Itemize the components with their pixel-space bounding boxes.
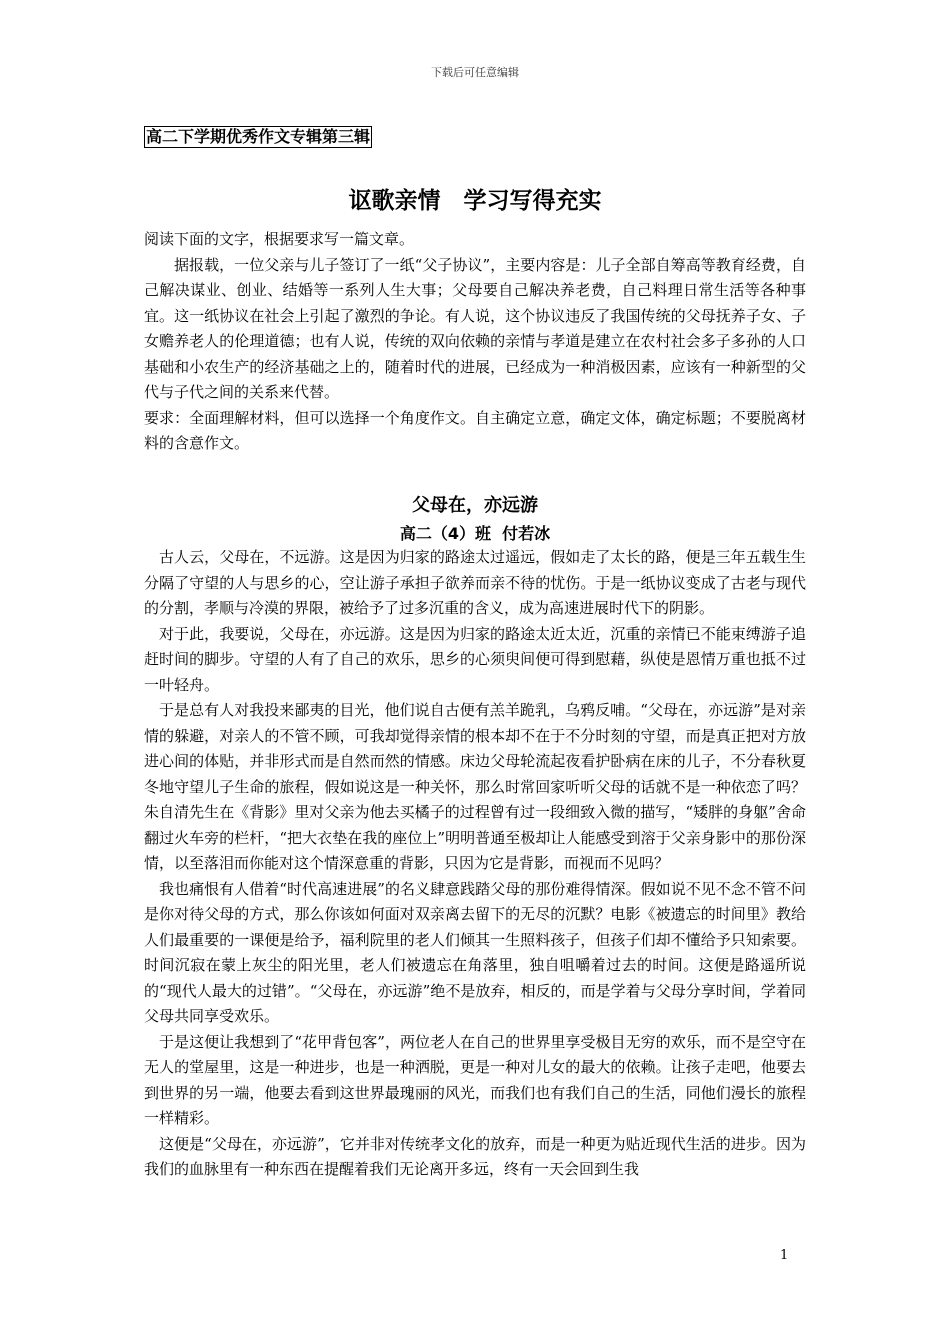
prompt-material: 据报载，一位父亲与儿子签订了一纸“父子协议”，主要内容是：儿子全部自筹高等教育经费，自己解决谋业、创业、结婚等一系列人生大事；父母要自己解决养老费，自己料理日常生活等各种事宜。这一纸协议在社会上引起了激烈的争论。有人说，这个协议违反了我国传统的父母抚养子女、子女赡养老人的伦理道德；也有人说，传统的双向依赖的亲情与孝道是建立在农村社会多子多孙的人口基础和小农生产的经济基础之上的，随着时代的进展，已经成为一种消极因素，应该有一种新型的父代与子代之间的关系来代替。 (144, 255, 806, 401)
essay-paragraph: 对于此，我要说，父母在，亦远游。这是因为归家的路途太近太近，沉重的亲情已不能束缚游子追赶时间的脚步。守望的人有了自己的欢乐，思乡的心须臾间便可得到慰藉，纵使是恩情万重也抵不过一叶轻舟。 (144, 624, 806, 694)
essay-paragraph: 我也痛恨有人借着“时代高速进展”的名义肆意践踏父母的那份难得情深。假如说不见不念不管不问是你对待父母的方式，那么你该如何面对双亲离去留下的无尽的沉默？电影《被遗忘的时间里》教给人们最重要的一课便是给予，福利院里的老人们倾其一生照料孩子，但孩子们却不懂给予只知索要。时间沉寂在蒙上灰尘的阳光里，老人们被遗忘在角落里，独自咀嚼着过去的时间。这便是路遥所说的“现代人最大的过错”。“父母在，亦远游”绝不是放弃，相反的，而是学着与父母分享时间，学着同父母共同享受欢乐。 (144, 879, 806, 1025)
page-header-note: 下载后可任意编辑 (431, 66, 519, 79)
essay-body (144, 545, 806, 1183)
essay-title: 父母在，亦远游 (412, 495, 538, 516)
essay-paragraph: 这便是“父母在，亦远游”，它并非对传统孝文化的放弃，而是一种更为贴近现代生活的进步。因为我们的血脉里有一种东西在提醒着我们无论离开多远，终有一天会回到生我 (144, 1134, 806, 1178)
essay-paragraph: 于是这便让我想到了“花甲背包客”，两位老人在自己的世界里享受极目无穷的欢乐，而不是空守在无人的堂屋里，这是一种进步，也是一种洒脱，更是一种对儿女的最大的依赖。让孩子走吧，他要去到世界的另一端，他要去看到这世界最瑰丽的风光，而我们也有我们自己的生活，同他们漫长的旅程一样精彩。 (144, 1032, 806, 1127)
writing-prompt (144, 227, 806, 457)
series-title: 高二下学期优秀作文专辑第三辑 (146, 127, 371, 146)
essay-paragraph: 于是总有人对我投来鄙夷的目光，他们说自古便有羔羊跪乳，乌鸦反哺。“父母在，亦远游”是对亲情的躲避，对亲人的不管不顾，可我却觉得亲情的根本却不在于不分时刻的守望，而是真正把对方放进心间的体贴，并非形式而是自然而然的情感。床边父母轮流起夜看护卧病在床的儿子，不分春秋夏冬地守望儿子生命的旅程，假如说这是一种关怀，那么时常回家听听父母的话就不是一种依恋了吗？朱自清先生在《背影》里对父亲为他去买橘子的过程曾有过一段细致入微的描写，“矮胖的身躯”舍命翻过火车旁的栏杆，“把大衣垫在我的座位上”明明普通至极却让人能感受到溶于父亲身影中的那份深情，以至落泪而你能对这个情深意重的背影，只因为它是背影，而视而不见吗？ (144, 701, 806, 872)
main-title: 讴歌亲情 学习写得充实 (348, 188, 602, 214)
prompt-requirement: 要求：全面理解材料，但可以选择一个角度作文。自主确定立意，确定文体，确定标题；不要脱离材料的含意作文。 (144, 408, 806, 452)
essay-paragraph: 古人云，父母在，不远游。这是因为归家的路途太过遥远，假如走了太长的路，便是三年五载生生分隔了守望的人与思乡的心，空让游子承担子欲养而亲不待的忧伤。于是一纸协议变成了古老与现代的分割，孝顺与冷漠的界限，被给予了过多沉重的含义，成为高速进展时代下的阴影。 (144, 548, 806, 617)
page-number: 1 (780, 1248, 789, 1263)
prompt-intro: 阅读下面的文字，根据要求写一篇文章。 (144, 230, 415, 248)
essay-author: 高二（4）班 付若冰 (399, 524, 551, 543)
